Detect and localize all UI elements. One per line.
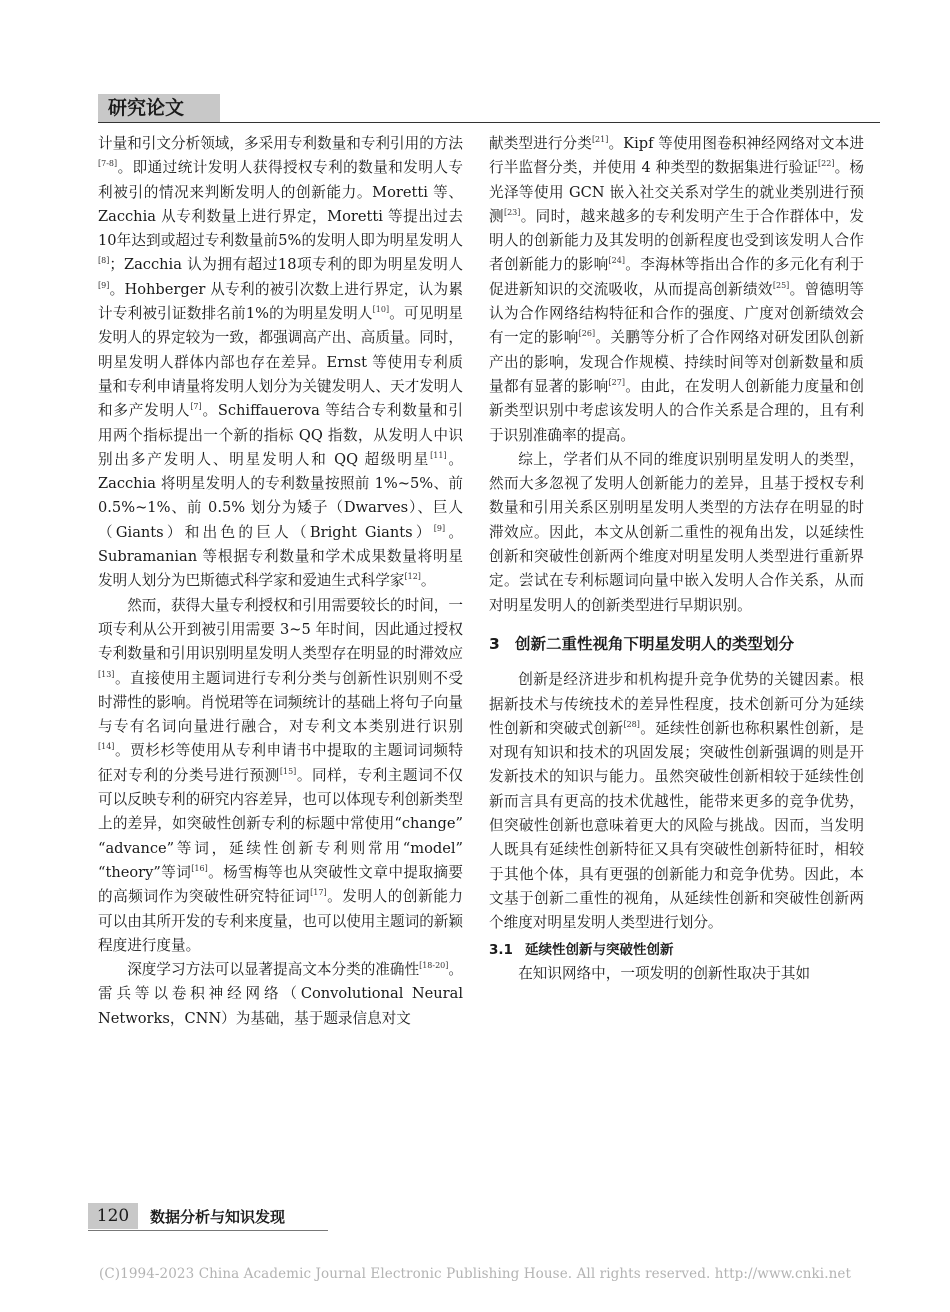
page-number: 120 bbox=[88, 1203, 138, 1229]
footer-rule bbox=[88, 1230, 328, 1231]
citation: [22] bbox=[818, 159, 835, 169]
paragraph: 然而，获得大量专利授权和引用需要较长的时间，一项专利从公开到被引用需要 3~5 年时间，因此通过授权专利数量和引用识别明星发明人类型存在明显的时滞效应[13]。直接使用主题词进行专利分类与创新性识别则不受时滞性的影响。肖悦珺等在词频统计的基础上将句子向量与专有名词向量进行融合，对专利文本类别进行识别[14]。贾杉杉等使用从专利申请书中提取的主题词词频特征对专利的分类号进行预测[15]。同样，专利主题词不仅可以反映专利的研究内容差异，也可以体现专利创新类型上的差异，如突破性创新专利的标题中常使用“change” “advance”等词，延续性创新专利则常用“model” “theory”等词[16]。杨雪梅等也从突破性文章中提取摘要的高频词作为突破性研究特征词[17]。发明人的创新能力可以由其所开发的专利来度量，也可以使用主题词的新颖程度进行度量。 bbox=[98, 596, 463, 954]
paragraph: 创新是经济进步和机构提升竞争优势的关键因素。根据新技术与传统技术的差异性程度，技术创新可分为延续性创新和突破式创新[28]。延续性创新也称积累性创新，是对现有知识和技术的巩固发展；突破性创新强调的则是开发新技术的知识与能力。虽然突破性创新相较于延续性创新而言具有更高的技术优越性，能带来更多的竞争优势，但突破性创新也意味着更大的风险与挑战。因而，当发明人既具有延续性创新特征又具有突破性创新特征时，相较于其他个体，具有更强的创新能力和竞争优势。因此，本文基于创新二重性的视角，从延续性创新和突破性创新两个维度对明星发明人类型进行划分。 bbox=[489, 671, 864, 932]
citation: [21] bbox=[591, 135, 609, 145]
citation: [8] bbox=[98, 256, 110, 266]
section-title: 创新二重性视角下明星发明人的类型划分 bbox=[515, 634, 795, 653]
subsection-title: 延续性创新与突破性创新 bbox=[525, 941, 674, 958]
citation: [9] bbox=[433, 523, 446, 533]
paragraph: 献类型进行分类[21]。Kipf 等使用图卷积神经网络对文本进行半监督分类，并使用 4 种类型的数据集进行验证[22]。杨光泽等使用 GCN 嵌入社交关系对学生的就业类别进行预测[23]。同时，越来越多的专利发明产生于合作群体中，发明人的创新能力及其发明的创新程度也受到该发明人合作者创新能力的影响[24]。李海林等指出合作的多元化有利于促进新知识的交流吸收，从而提高创新绩效[25]。曾德明等认为合作网络结构特征和合作的强度、广度对创新绩效会有一定的影响[26]。关鹏等分析了合作网络对研发团队创新产出的影响，发现合作规模、持续时间等对创新数量和质量都有显著的影响[27]。由此，在发明人创新能力度量和创新类型识别中考虑该发明人的合作关系是合理的，且有利于识别准确率的提高。 bbox=[489, 135, 864, 444]
copyright-line: (C)1994-2023 China Academic Journal Electronic Publishing House. All rights reserved. http://www.cnki.net bbox=[98, 1266, 852, 1282]
journal-name: 数据分析与知识发现 bbox=[150, 1208, 286, 1226]
section-label: 研究论文 bbox=[98, 94, 220, 122]
left-column bbox=[98, 132, 463, 1031]
citation: [13] bbox=[98, 669, 115, 679]
section-heading bbox=[489, 632, 864, 656]
right-column bbox=[489, 132, 864, 986]
citation: [16] bbox=[191, 864, 208, 874]
citation: [18-20] bbox=[419, 961, 449, 971]
citation: [7] bbox=[190, 402, 202, 412]
paragraph: 综上，学者们从不同的维度识别明星发明人的类型，然而大多忽视了发明人创新能力的差异，且基于授权专利数量和引用关系区别明星发明人类型的方法存在明显的时滞效应。因此，本文从创新二重性的视角出发，以延续性创新和突破性创新两个维度对明星发明人类型进行重新界定。尝试在专利标题词向量中嵌入发明人合作关系，从而对明星发明人的创新类型进行早期识别。 bbox=[489, 450, 864, 614]
citation: [15] bbox=[279, 766, 297, 776]
paragraph: 计量和引文分析领域，多采用专利数量和专利引用的方法[7-8]。即通过统计发明人获得授权专利的数量和发明人专利被引的情况来判断发明人的创新能力。Moretti 等、Zacchia 从专利数量上进行界定，Moretti 等提出过去10年达到或超过专利数量前5%的发明人即为明星发明人[8]；Zacchia 认为拥有超过18项专利的即为明星发明人[9]。Hohberger 从专利的被引次数上进行界定，认为累计专利被引证数排名前1%的为明星发明人[10]。可见明星发明人的界定较为一致，都强调高产出、高质量。同时，明星发明人群体内部也存在差异。Ernst 等使用专利质量和专利申请量将发明人划分为关键发明人、天才发明人和多产发明人[7]。Schiffauerova 等结合专利数量和引用两个指标提出一个新的指标 QQ 指数，从发明人中识别出多产发明人、明星发明人和 QQ 超级明星[11]。Zacchia 将明星发明人的专利数量按照前 1%~5%、前 0.5%~1%、前 0.5% 划分为矮子（Dwarves）、巨人（Giants）和出色的巨人（Bright Giants）[9]。Subramanian 等根据专利数量和学术成果数量将明星发明人划分为巴斯德式科学家和爱迪生式科学家[12]。 bbox=[98, 135, 463, 590]
subsection-number: 3.1 bbox=[489, 941, 513, 958]
citation: [12] bbox=[404, 572, 421, 582]
citation: [25] bbox=[772, 280, 790, 290]
citation: [10] bbox=[372, 305, 390, 315]
citation: [7-8] bbox=[98, 159, 118, 169]
citation: [28] bbox=[623, 719, 640, 729]
citation: [14] bbox=[98, 742, 115, 752]
citation: [26] bbox=[578, 329, 596, 339]
paragraph: 深度学习方法可以显著提高文本分类的准确性[18-20]。雷兵等以卷积神经网络（Convolutional Neural Networks，CNN）为基础，基于题录信息对文 bbox=[98, 961, 463, 1027]
section-number: 3 bbox=[489, 634, 500, 653]
citation: [17] bbox=[310, 888, 327, 898]
header-rule bbox=[98, 122, 880, 123]
citation: [24] bbox=[608, 256, 625, 266]
citation: [27] bbox=[608, 378, 625, 388]
citation: [9] bbox=[98, 280, 110, 290]
paragraph: 在知识网络中，一项发明的创新性取决于其如 bbox=[518, 964, 811, 982]
citation: [11] bbox=[430, 451, 447, 460]
subsection-heading bbox=[489, 938, 864, 962]
citation: [23] bbox=[503, 208, 521, 218]
